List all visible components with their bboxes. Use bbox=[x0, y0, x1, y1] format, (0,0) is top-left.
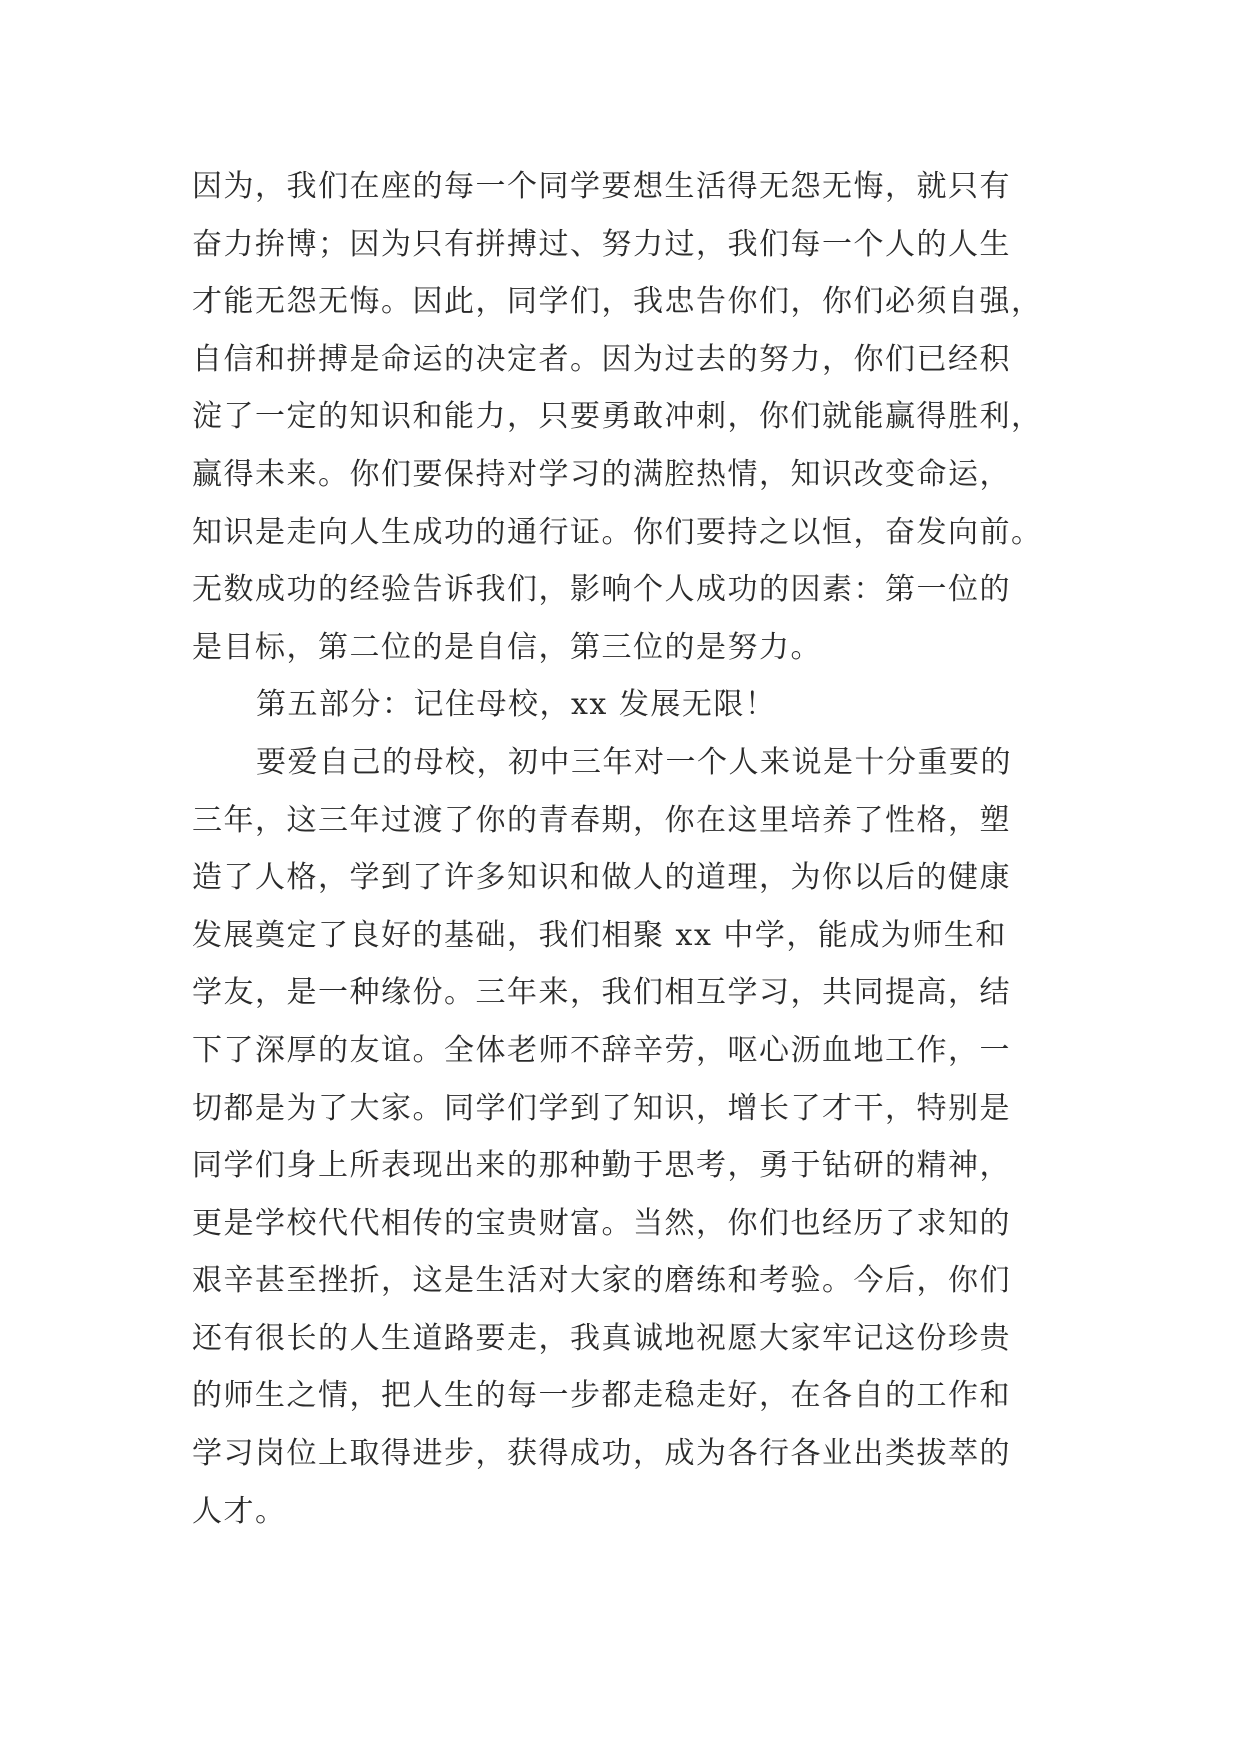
text-line: 造了人格，学到了许多知识和做人的道理，为你以后的健康 bbox=[192, 860, 1011, 896]
text-line: 无数成功的经验告诉我们，影响个人成功的因素：第一位的 bbox=[192, 572, 1011, 608]
text-line: 奋力拚博；因为只有拼搏过、努力过，我们每一个人的人生 bbox=[192, 226, 1011, 262]
paragraph-first-line: 要爱自己的母校，初中三年对一个人来说是十分重要的 bbox=[256, 744, 1012, 780]
document-body bbox=[192, 158, 1062, 1540]
text-line: 人才。 bbox=[192, 1493, 287, 1529]
text-line: 学习岗位上取得进步，获得成功，成为各行各业出类拔萃的 bbox=[192, 1436, 1011, 1472]
text-line: 同学们身上所表现出来的那种勤于思考，勇于钻研的精神， bbox=[192, 1148, 1011, 1184]
text-line: 三年，这三年过渡了你的青春期，你在这里培养了性格，塑 bbox=[192, 802, 1011, 838]
text-line: 发展奠定了良好的基础，我们相聚 xx 中学，能成为师生和 bbox=[192, 917, 1007, 953]
text-line: 的师生之情，把人生的每一步都走稳走好，在各自的工作和 bbox=[192, 1378, 1011, 1414]
text-line: 还有很长的人生道路要走，我真诚地祝愿大家牢记这份珍贵 bbox=[192, 1320, 1011, 1356]
text-line: 学友，是一种缘份。三年来，我们相互学习，共同提高，结 bbox=[192, 975, 1011, 1011]
text-line: 赢得未来。你们要保持对学习的满腔热情，知识改变命运， bbox=[192, 456, 1011, 492]
text-line: 因为，我们在座的每一个同学要想生活得无怨无悔，就只有 bbox=[192, 169, 1011, 204]
text-line: 淀了一定的知识和能力，只要勇敢冲刺，你们就能赢得胜利， bbox=[192, 399, 1043, 435]
text-line: 是目标，第二位的是自信，第三位的是努力。 bbox=[192, 629, 822, 665]
text-line: 更是学校代代相传的宝贵财富。当然，你们也经历了求知的 bbox=[192, 1205, 1011, 1241]
section-heading: 第五部分：记住母校，xx 发展无限！ bbox=[256, 687, 777, 723]
text-line: 才能无怨无悔。因此，同学们，我忠告你们，你们必须自强， bbox=[192, 284, 1043, 320]
text-line: 艰辛甚至挫折，这是生活对大家的磨练和考验。今后，你们 bbox=[192, 1263, 1011, 1299]
text-line: 切都是为了大家。同学们学到了知识，增长了才干，特别是 bbox=[192, 1090, 1011, 1126]
text-line: 知识是走向人生成功的通行证。你们要持之以恒，奋发向前。 bbox=[192, 514, 1043, 550]
text-line: 自信和拼搏是命运的决定者。因为过去的努力，你们已经积 bbox=[192, 341, 1011, 377]
text-line: 下了深厚的友谊。全体老师不辞辛劳，呕心沥血地工作，一 bbox=[192, 1032, 1011, 1068]
